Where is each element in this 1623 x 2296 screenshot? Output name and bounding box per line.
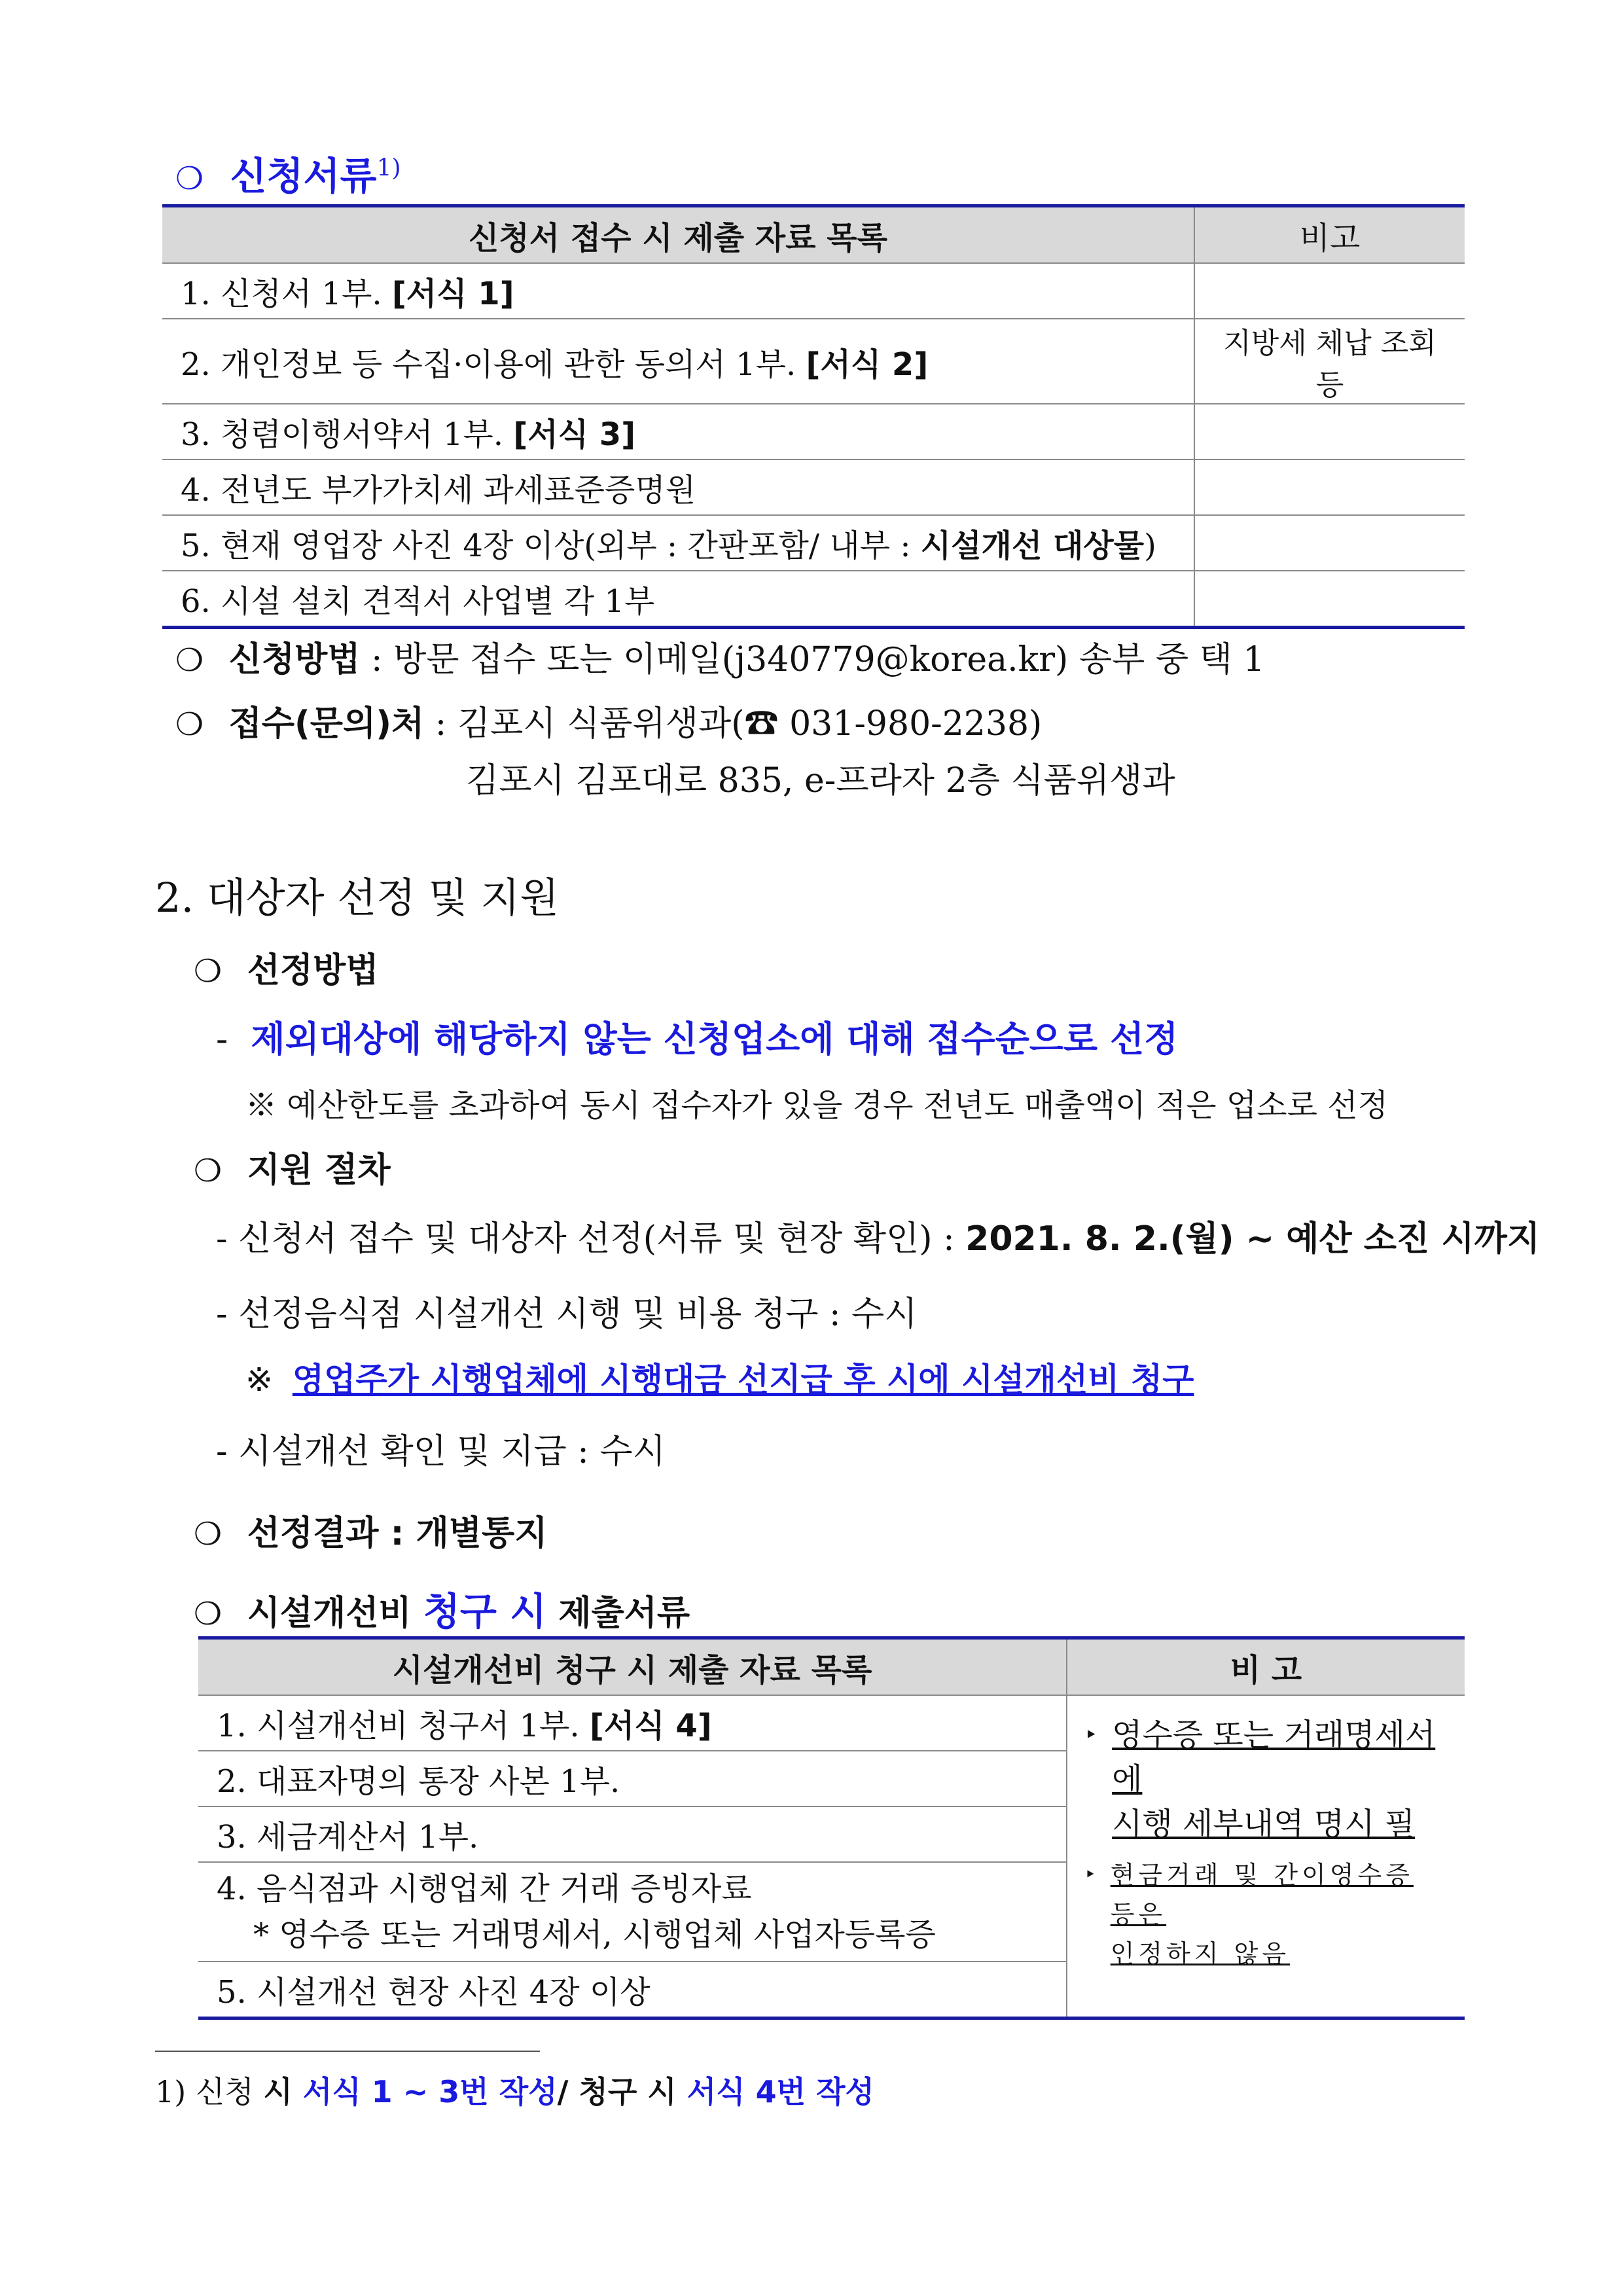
table-row <box>162 404 1465 459</box>
note-mark: ※ <box>245 1361 273 1399</box>
procedure-item-1-date: 2021. 8. 2.(월) ~ 예산 소진 시까지 <box>965 1219 1541 1259</box>
row-subtext: * 영수증 또는 거래명세서, 시행업체 사업자등록증 <box>253 1916 936 1953</box>
procedure-item-1 <box>216 1211 1540 1260</box>
claim-note-2-text <box>1111 1856 1452 1973</box>
footnote-marker: 1) <box>376 154 401 182</box>
header-note: 비 고 <box>1067 1638 1465 1696</box>
contact-line-1 <box>175 696 1042 745</box>
claim-docs-table <box>198 1636 1465 2020</box>
selection-method-note: ※ 예산한도를 초과하여 동시 접수자가 있을 경우 전년도 매출액이 적은 업소로 선정 <box>245 1087 1388 1124</box>
selection-method-line <box>194 942 379 992</box>
footnote-mark: 1) 신청 <box>155 2074 264 2109</box>
row-note <box>1194 263 1465 319</box>
footnote-part: 서식 1 ~ 3번 작성 <box>302 2074 558 2109</box>
circle-bullet-icon: ❍ <box>194 953 223 990</box>
footnote-divider <box>155 2051 540 2052</box>
footnote-part: / 청구 시 <box>557 2074 687 2109</box>
contact-phone: 031-980-2238) <box>778 704 1043 744</box>
row-note <box>1194 459 1465 515</box>
selection-method-text-line <box>216 1011 1178 1062</box>
apply-method-label: 신청방법 <box>228 640 361 679</box>
row-text: 3. 청렴이행서약서 1부. <box>181 416 514 453</box>
contact-address: 김포시 김포대로 835, e-프라자 2층 식품위생과 <box>466 761 1175 800</box>
note-line: 현금거래 및 간이영수증 등은 <box>1110 1861 1414 1929</box>
procedure-item-2-note <box>245 1354 1194 1401</box>
table-row <box>198 1695 1465 1751</box>
section-title-text: 신청서류 <box>230 154 377 198</box>
claim-docs-label-c: 제출서류 <box>546 1594 690 1633</box>
note-line: 인정하지 않음 <box>1110 1939 1291 1968</box>
contact-prefix: : 김포시 식품위생과( <box>424 704 745 744</box>
footnote-part: 서식 4번 작성 <box>687 2074 874 2109</box>
row-bold-text: 시설개선 대상물 <box>920 528 1145 564</box>
section-2-heading: 2. 대상자 선정 및 지원 <box>155 874 560 922</box>
triangle-bullet-icon: ‣ <box>1084 1722 1098 1748</box>
form-ref: [서식 1] <box>391 276 514 312</box>
row-note <box>1194 515 1465 571</box>
circle-bullet-icon: ❍ <box>175 706 204 743</box>
circle-bullet-icon: ❍ <box>194 1596 223 1632</box>
row-text: 5. 시설개선 현장 사진 4장 이상 <box>198 1962 1067 2018</box>
procedure-item-3: - 시설개선 확인 및 지급 : 수시 <box>216 1432 666 1471</box>
header-note: 비고 <box>1194 206 1465 264</box>
circle-bullet-icon: ❍ <box>194 1516 223 1552</box>
apply-method-line <box>175 632 1264 681</box>
table-row <box>162 459 1465 515</box>
table-row <box>162 263 1465 319</box>
procedure-item-1-text: - 신청서 접수 및 대상자 선정(서류 및 현장 확인) : <box>216 1219 966 1259</box>
selection-method-text: 제외대상에 해당하지 않는 신청업소에 대해 접수순으로 선정 <box>251 1018 1179 1060</box>
table-row <box>162 571 1465 628</box>
circle-bullet-icon: ❍ <box>175 160 204 197</box>
selection-method-label: 선정방법 <box>247 951 379 990</box>
phone-icon: ☎ <box>744 704 779 744</box>
header-items: 신청서 접수 시 제출 자료 목록 <box>162 206 1194 264</box>
row-text: 5. 현재 영업장 사진 4장 이상(외부 : 간판포함/ 내부 : <box>181 528 921 564</box>
header-items: 시설개선비 청구 시 제출 자료 목록 <box>198 1638 1067 1696</box>
claim-note-2 <box>1084 1856 1452 1973</box>
table-header-row <box>162 206 1465 264</box>
support-procedure-label: 지원 절차 <box>247 1151 391 1190</box>
row-text: 3. 세금계산서 1부. <box>198 1806 1067 1862</box>
table-row <box>162 515 1465 571</box>
application-docs-table <box>162 204 1465 629</box>
row-text: 1. 시설개선비 청구서 1부. <box>217 1708 590 1744</box>
table-row <box>162 319 1465 404</box>
triangle-bullet-icon: ‣ <box>1084 1863 1096 1886</box>
claim-docs-label-a: 시설개선비 <box>247 1594 423 1633</box>
selection-result-line <box>194 1505 547 1554</box>
table-header-row <box>198 1638 1465 1696</box>
dash: - <box>216 1018 228 1060</box>
note-line: 시행 세부내역 명시 필 <box>1112 1806 1416 1842</box>
claim-note-cell <box>1067 1695 1465 2018</box>
row-text: 4. 전년도 부가가치세 과세표준증명원 <box>181 472 696 509</box>
prepay-note: 영업주가 시행업체에 시행대금 선지급 후 시에 시설개선비 청구 <box>292 1361 1194 1399</box>
section-title-docs <box>175 145 401 200</box>
row-text: 2. 대표자명의 통장 사본 1부. <box>198 1751 1067 1806</box>
footnote-part: 시 <box>263 2074 303 2109</box>
circle-bullet-icon: ❍ <box>175 642 204 679</box>
selection-result-label: 선정결과 : 개별통지 <box>247 1514 548 1553</box>
support-procedure-line <box>194 1142 391 1191</box>
claim-docs-label-b: 청구 시 <box>423 1589 547 1634</box>
claim-note-1 <box>1084 1713 1452 1846</box>
row-cell <box>198 1862 1067 1962</box>
form-ref: [서식 2] <box>806 346 929 383</box>
claim-note-1-text <box>1112 1713 1452 1846</box>
footnote <box>155 2068 874 2111</box>
contact-label: 접수(문의)처 <box>228 704 425 744</box>
row-text: 1. 신청서 1부. <box>181 276 392 312</box>
circle-bullet-icon: ❍ <box>194 1153 223 1189</box>
apply-method-text: : 방문 접수 또는 이메일(j340779@korea.kr) 송부 중 택 1 <box>360 640 1265 679</box>
form-ref: [서식 4] <box>589 1708 712 1744</box>
row-text: 4. 음식점과 시행업체 간 거래 증빙자료 <box>217 1871 752 1907</box>
procedure-item-2: - 선정음식점 시설개선 시행 및 비용 청구 : 수시 <box>216 1295 918 1334</box>
row-text: 2. 개인정보 등 수집·이용에 관한 동의서 1부. <box>181 346 806 383</box>
note-line: 영수증 또는 거래명세서에 <box>1112 1717 1436 1798</box>
claim-docs-line <box>194 1581 690 1636</box>
form-ref: [서식 3] <box>513 416 636 453</box>
row-tail: ) <box>1144 528 1156 564</box>
row-note: 지방세 체납 조회 등 <box>1194 319 1465 404</box>
row-note <box>1194 571 1465 628</box>
row-text: 6. 시설 설치 견적서 사업별 각 1부 <box>181 583 655 620</box>
row-note <box>1194 404 1465 459</box>
